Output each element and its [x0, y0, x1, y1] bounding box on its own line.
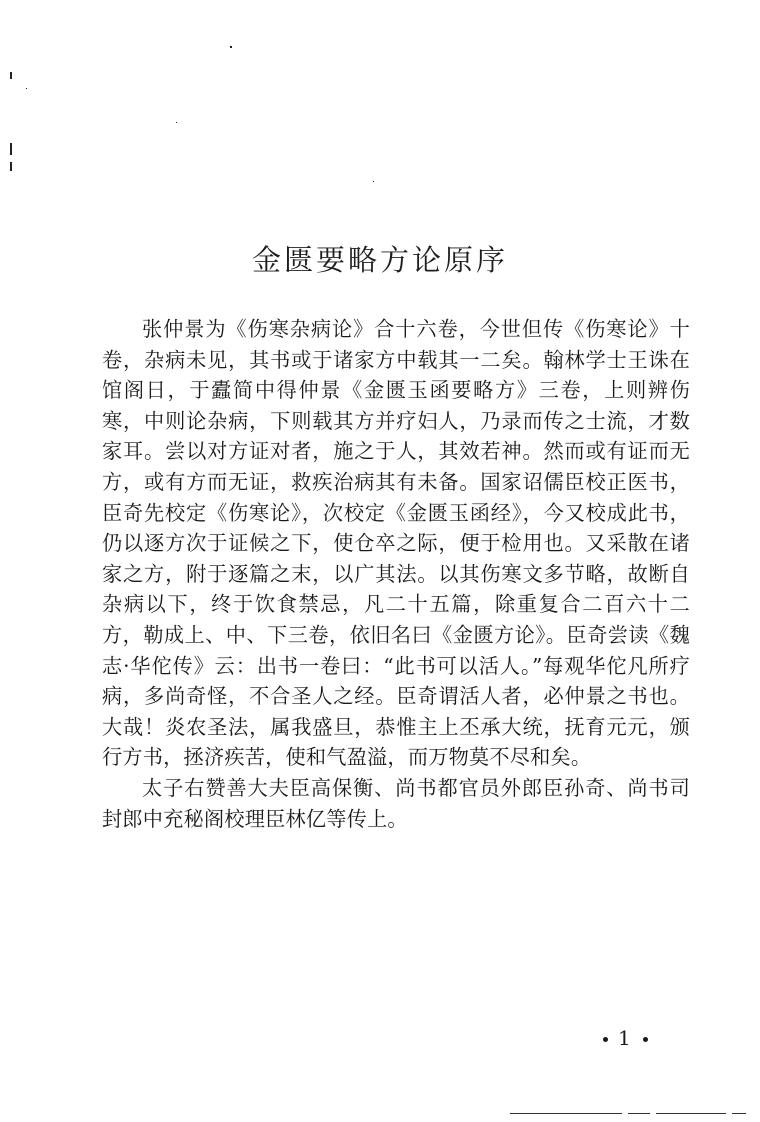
paragraph-signatories: 太子右赞善大夫臣高保衡、尚书都官员外郎臣孙奇、尚书司封郎中充秘阁校理臣林亿等传上。	[102, 775, 690, 831]
bottom-rule	[656, 1113, 726, 1114]
page-number	[593, 1026, 658, 1050]
page-title: 金匮要略方论原序	[251, 243, 508, 277]
scan-speck	[10, 162, 12, 171]
scan-speck	[373, 181, 374, 182]
bullet-icon	[643, 1037, 648, 1042]
paragraph-main: 张仲景为《伤寒杂病论》合十六卷，今世但传《伤寒论》十卷，杂病未见，其书或于诸家方中载其一二矣。翰林学士王诛在馆阁日，于蠹简中得仲景《金匮玉函要略方》三卷，上则辨伤寒，中则论杂病，下则载其方并疗妇人，乃录而传之士流，才数家耳。尝以对方证对者，施之于人，其效若神。然而或有证而无方，或有方而无证，救疾治病其有未备。国家诏儒臣校正医书，臣奇先校定《伤寒论》，次校定《金匮玉函经》，今又校成此书，仍以逐方次于证候之下，使仓卒之际，便于检用也。又采散在诸家之方，附于逐篇之末，以广其法。以其伤寒文多节略，故断自杂病以下，终于饮食禁忌，凡二十五篇，除重复合二百六十二方，勒成上、中、下三卷，依旧名曰《金匮方论》。臣奇尝读《魏志·华佗传》云：出书一卷曰：“此书可以活人。”每观华佗凡所疗病，多尚奇怪，不合圣人之经。臣奇谓活人者，必仲景之书也。大哉！炎农圣法，属我盛旦，恭惟主上丕承大统，抚育元元，颁行方书，拯济疾苦，使和气盈溢，而万物莫不尽和矣。	[102, 317, 690, 770]
page-number-value: 1	[618, 1026, 633, 1050]
preface-body	[102, 314, 690, 834]
scan-speck	[230, 46, 232, 48]
bottom-rule	[732, 1113, 746, 1114]
bullet-icon	[603, 1037, 608, 1042]
bottom-rule	[628, 1113, 650, 1114]
bottom-rule	[510, 1113, 622, 1114]
scan-speck	[10, 72, 12, 79]
scan-speck	[176, 122, 177, 123]
scan-speck	[10, 143, 12, 155]
scan-speck	[26, 88, 27, 89]
